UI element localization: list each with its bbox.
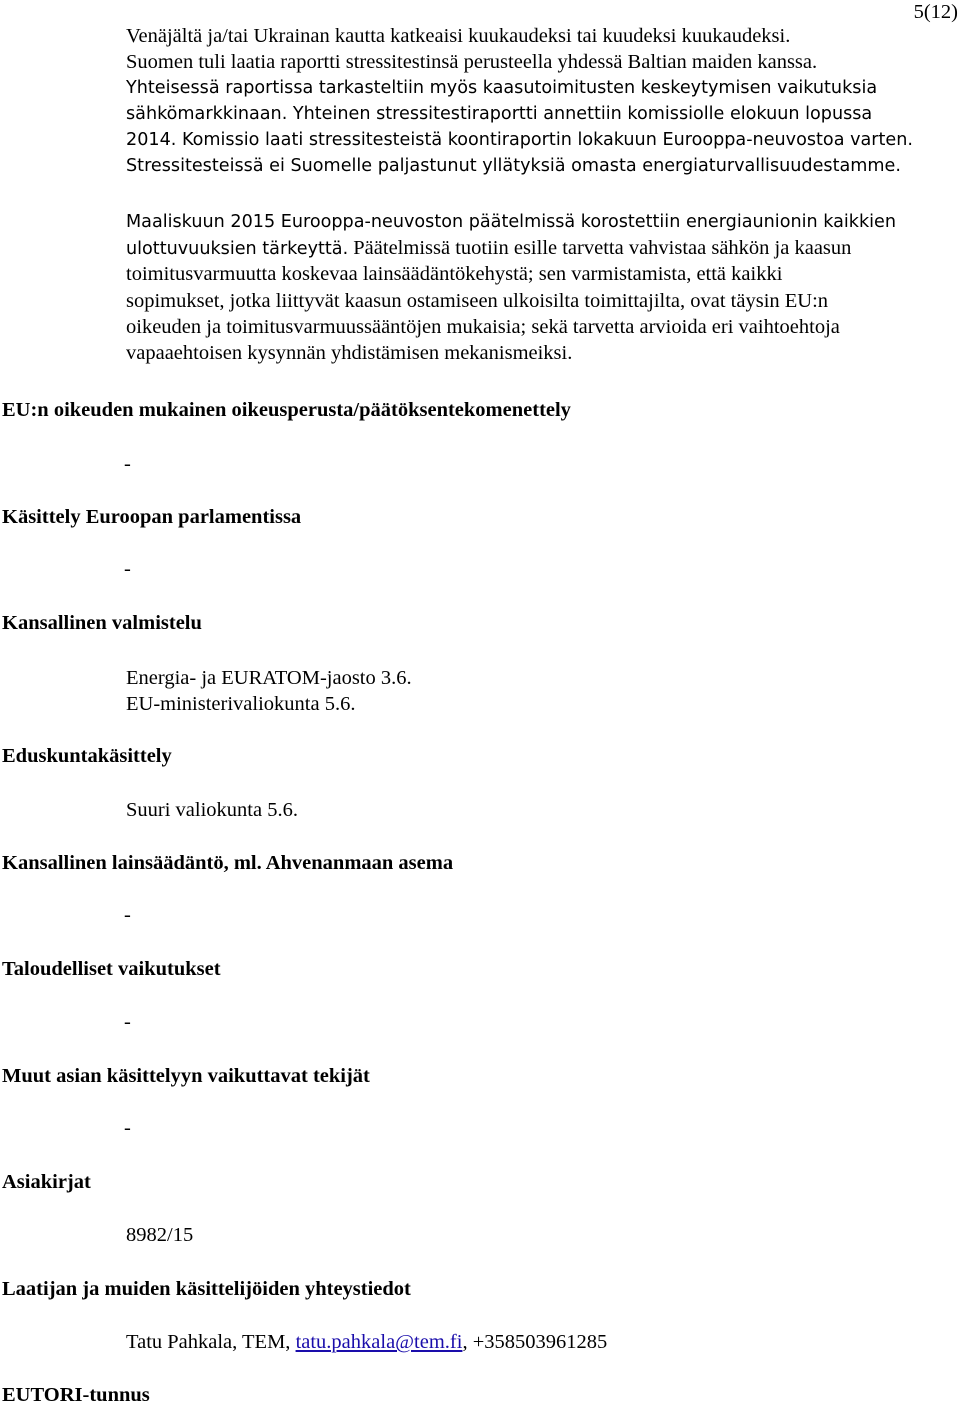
eduskunta-line-2: EU-ministerivaliokunta 5.6. xyxy=(126,693,356,715)
contact-phone: , +358503961285 xyxy=(462,1331,608,1353)
intro-line-5: 2014. Komissio laati stressitesteistä koontiraportin lokakuun Eurooppa-neuvostoa varten. xyxy=(126,130,913,150)
parliament-heading: Käsittely Euroopan parlamentissa xyxy=(2,506,302,528)
page-number: 5(12) xyxy=(913,1,958,23)
legislation-heading: Kansallinen lainsäädäntö, ml. Ahvenanmaan asema xyxy=(2,852,454,874)
legal-basis-heading: EU:n oikeuden mukainen oikeusperusta/päätöksentekomenettely xyxy=(2,399,571,421)
legal-basis-value: - xyxy=(124,453,131,475)
contact-email-link[interactable]: tatu.pahkala@tem.fi xyxy=(295,1331,463,1353)
intro-line-3: Yhteisessä raportissa tarkasteltiin myös kaasutoimitusten keskeytymisen vaikutuksia xyxy=(126,78,878,98)
documents-value: 8982/15 xyxy=(126,1224,194,1246)
eutori-heading: EUTORI-tunnus xyxy=(2,1384,150,1406)
intro-line-2: Suomen tuli laatia raportti stressitestinsä perusteella yhdessä Baltian maiden kanssa. xyxy=(126,51,818,73)
eduskunta-line-3: Suuri valiokunta 5.6. xyxy=(126,799,298,821)
contacts-line xyxy=(126,1329,607,1355)
intro-line-4: sähkömarkkinaan. Yhteinen stressitestiraportti annettiin komissiolle elokuun lopussa xyxy=(126,104,873,124)
other-factors-value: - xyxy=(124,1117,131,1139)
eduskunta-line-1: Energia- ja EURATOM-jaosto 3.6. xyxy=(126,667,412,689)
documents-heading: Asiakirjat xyxy=(2,1171,91,1193)
other-factors-heading: Muut asian käsittelyyn vaikuttavat tekijät xyxy=(2,1065,370,1087)
para2-line-2b: Päätelmissä tuotiin esille tarvetta vahvistaa sähkön ja kaasun xyxy=(348,237,852,259)
para2-line-5: oikeuden ja toimitusvarmuussääntöjen mukaisia; sekä tarvetta arvioida eri vaihtoehtoja xyxy=(126,316,840,338)
legislation-value: - xyxy=(124,904,131,926)
para2-line-4: sopimukset, jotka liittyvät kaasun ostamiseen ulkoisilta toimittajilta, ovat täysin EU:n xyxy=(126,290,829,312)
contacts-heading: Laatijan ja muiden käsittelijöiden yhteystiedot xyxy=(2,1278,411,1300)
para2-line-1: Maaliskuun 2015 Eurooppa-neuvoston päätelmissä korostettiin energiaunionin kaikkien xyxy=(126,212,897,232)
economic-heading: Taloudelliset vaikutukset xyxy=(2,958,221,980)
para2-line-3: toimitusvarmuutta koskevaa lainsäädäntökehystä; sen varmistamista, että kaikki xyxy=(126,263,783,285)
para2-line-6: vapaaehtoisen kysynnän yhdistämisen mekanismeiksi. xyxy=(126,342,573,364)
para2-line-2a: ulottuvuuksien tärkeyttä. xyxy=(126,239,349,259)
parliament-value: - xyxy=(124,558,131,580)
economic-value: - xyxy=(124,1011,131,1033)
intro-line-6: Stressitesteissä ei Suomelle paljastunut yllätyksiä omasta energiaturvallisuudestamme. xyxy=(126,156,901,176)
intro-line-1: Venäjältä ja/tai Ukrainan kautta katkeaisi kuukaudeksi tai kuudeksi kuukaudeksi. xyxy=(126,25,791,47)
contact-name: Tatu Pahkala, TEM, xyxy=(126,1331,296,1353)
para2-line-2 xyxy=(126,235,851,262)
eduskunta-heading: Eduskuntakäsittely xyxy=(2,745,172,767)
national-prep-heading: Kansallinen valmistelu xyxy=(2,612,202,634)
